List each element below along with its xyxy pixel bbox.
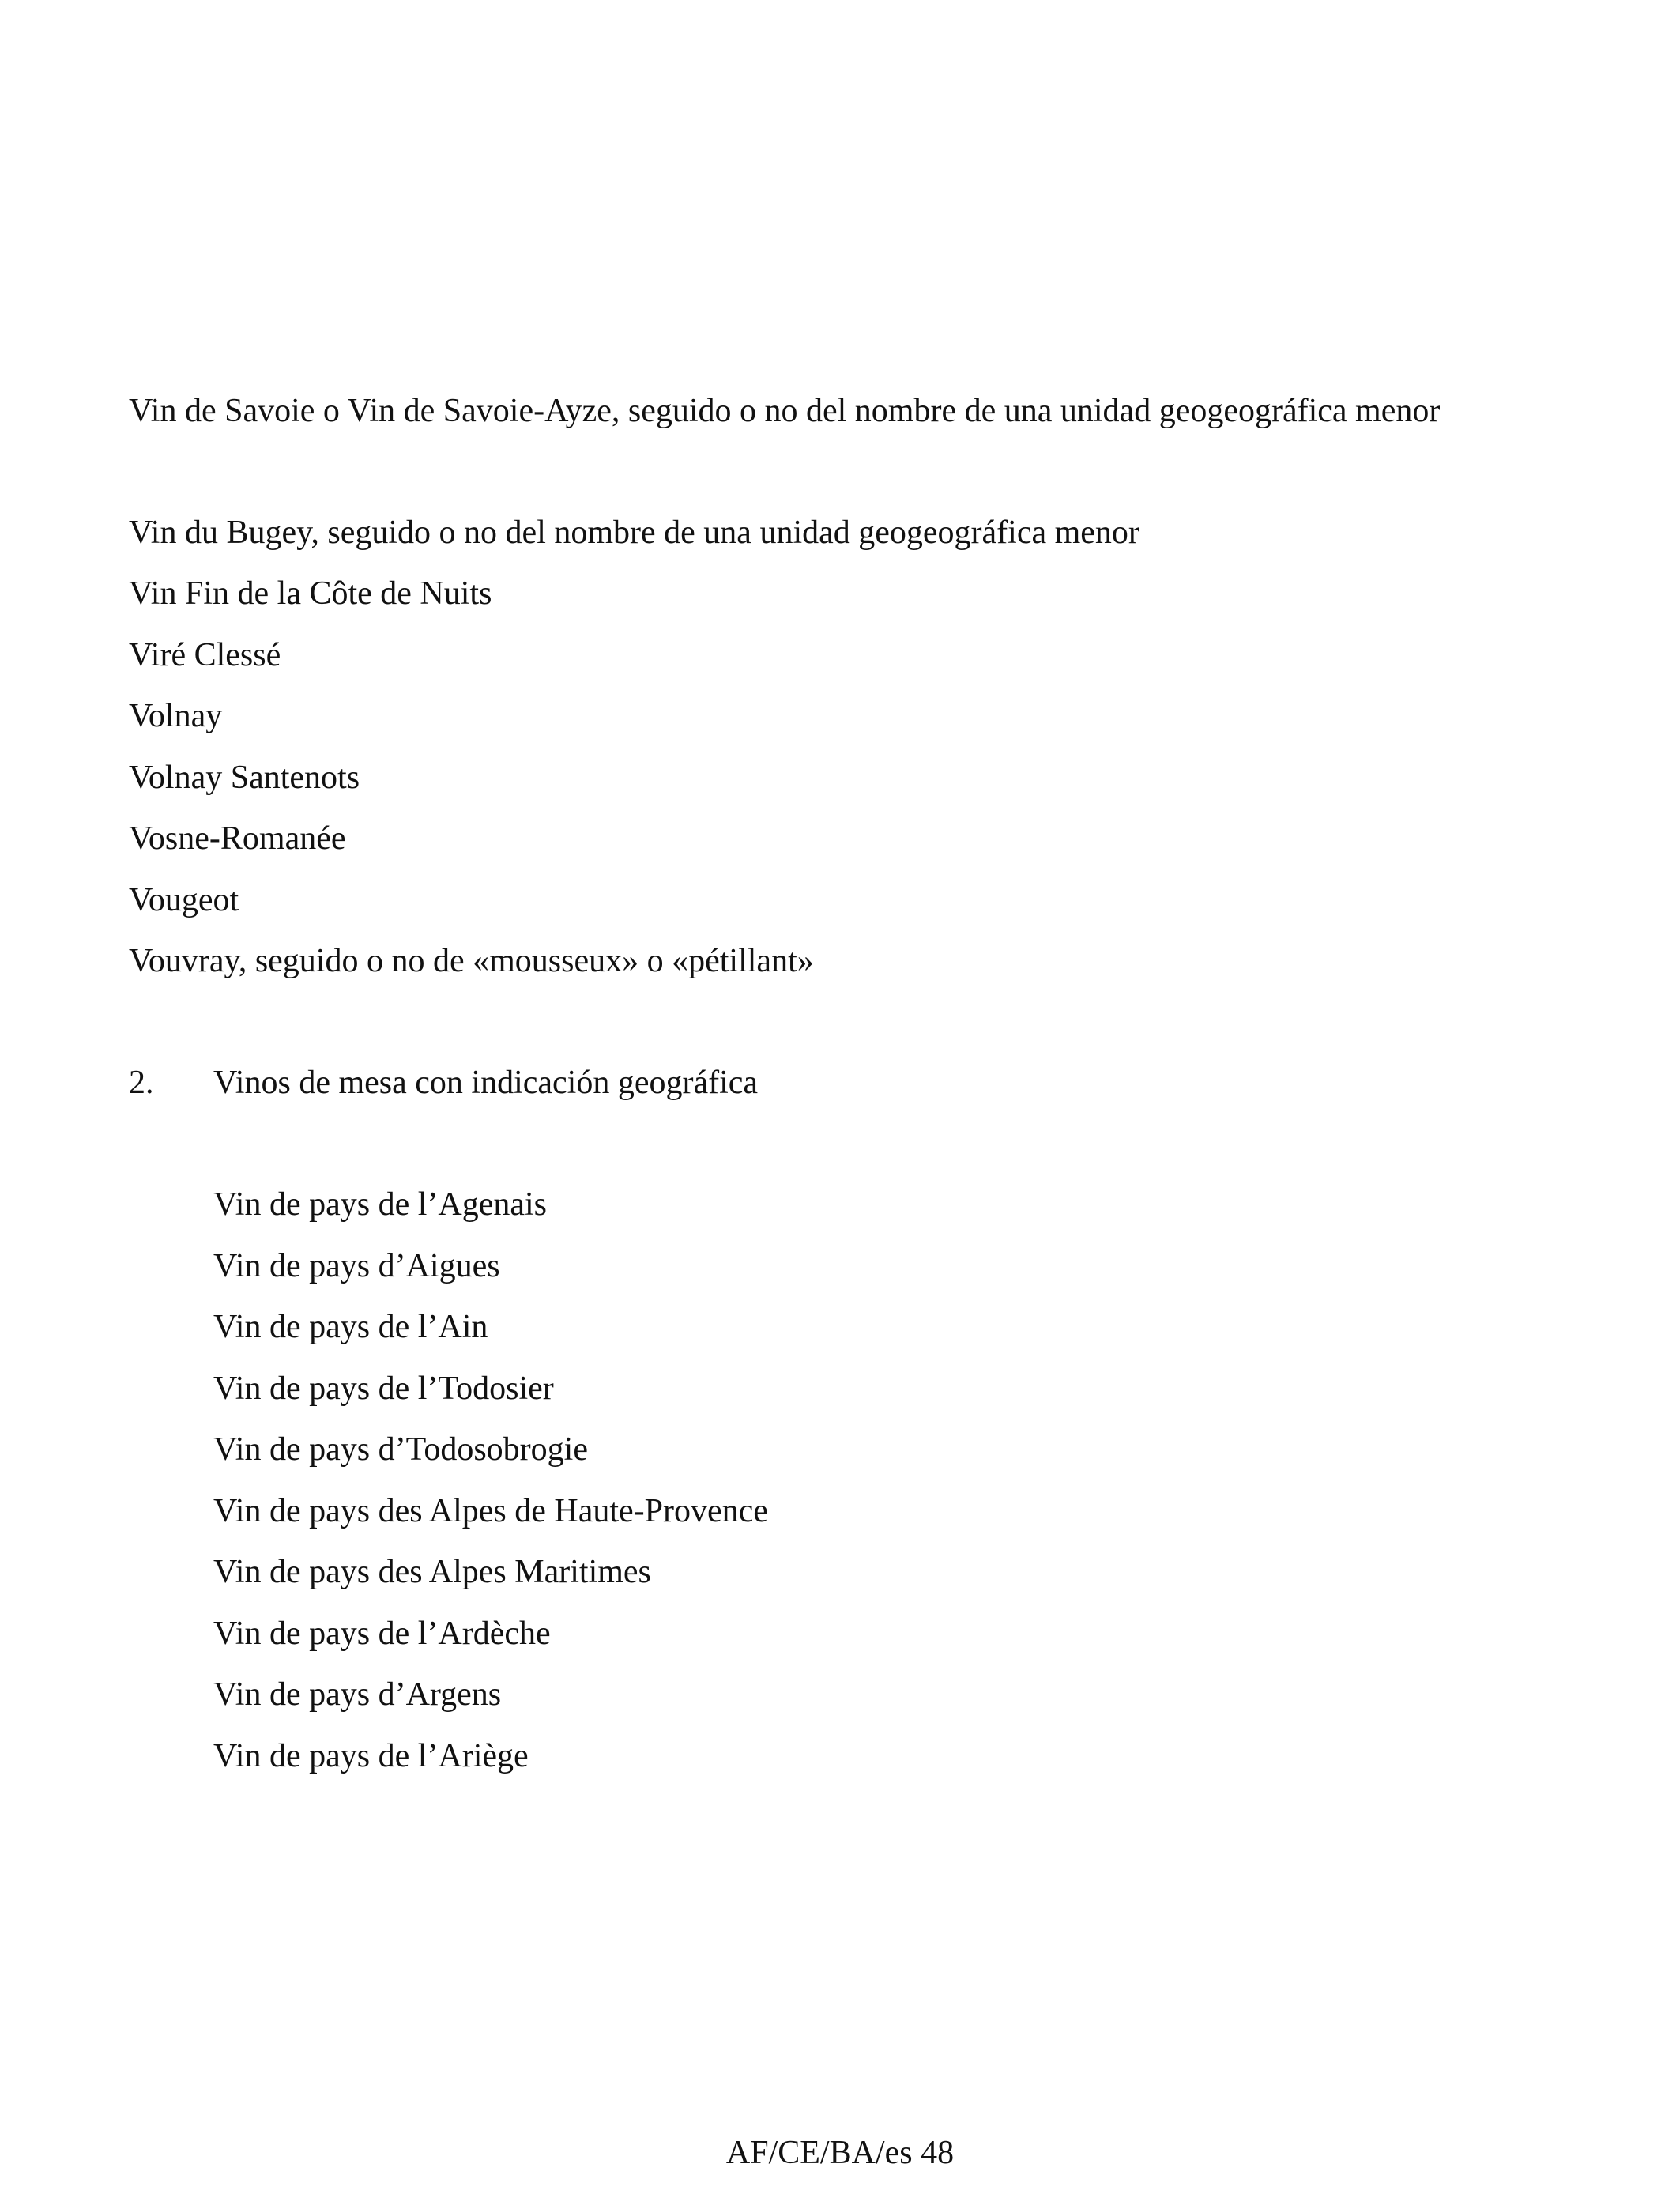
list-item: Vosne-Romanée — [129, 820, 346, 857]
list-item: Vin de pays d’Aigues — [213, 1248, 500, 1284]
list-item: Vin de pays des Alpes de Haute-Provence — [213, 1493, 768, 1529]
section-number: 2. — [129, 1065, 154, 1101]
list-item: Vougeot — [129, 882, 239, 918]
list-item: Vin de pays de l’Agenais — [213, 1186, 548, 1223]
list-item: Viré Clessé — [129, 637, 281, 673]
list-item: Vin de pays de l’Ain — [213, 1309, 488, 1345]
list-item: Vin de pays de l’Ardèche — [213, 1615, 551, 1652]
list-item: Vin de pays des Alpes Maritimes — [213, 1554, 651, 1590]
list-item: Vin de pays de l’Todosier — [213, 1370, 554, 1407]
page-footer: AF/CE/BA/es 48 — [725, 2135, 955, 2171]
section-title: Vinos de mesa con indicación geográfica — [213, 1065, 759, 1101]
list-item: Vin Fin de la Côte de Nuits — [129, 575, 492, 612]
list-item: Volnay Santenots — [129, 760, 360, 796]
list-item: Vin du Bugey, seguido o no del nombre de una unidad geogeográfica menor — [129, 515, 1139, 551]
intro-entry: Vin de Savoie o Vin de Savoie-Ayze, seguido o no del nombre de una unidad geogeográfica menor — [129, 393, 1441, 429]
list-item: Vin de pays de l’Ariège — [213, 1738, 529, 1774]
list-item: Vin de pays d’Todosobrogie — [213, 1431, 588, 1468]
list-item: Volnay — [129, 698, 223, 734]
list-item: Vin de pays d’Argens — [213, 1676, 502, 1713]
list-item: Vouvray, seguido o no de «mousseux» o «pétillant» — [129, 943, 814, 979]
